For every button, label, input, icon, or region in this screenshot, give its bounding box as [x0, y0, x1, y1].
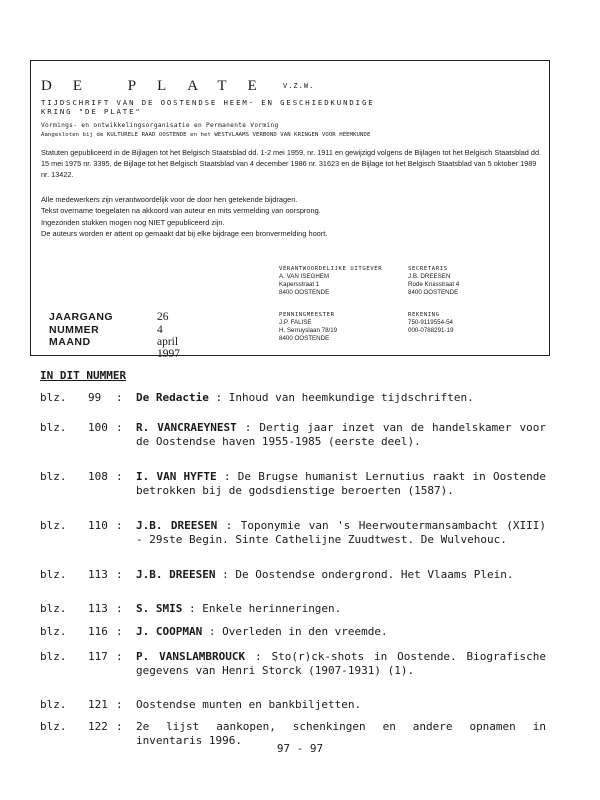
issue-label: JAARGANG	[49, 311, 114, 323]
responsibility-note: Tekst overname toegelaten na akkoord van auteur en mits vermelding van oorsprong.	[41, 206, 321, 216]
publisher-name: A. VAN ISEGHEM	[279, 273, 330, 280]
toc-title: : Sto(r)ck-shots in Oostende. Biografische gegevens van Henri Storck (1907-1931) (1).	[136, 650, 546, 677]
toc-author: J. COOPMAN	[136, 625, 203, 638]
responsibility-note: Ingezonden stukken mogen nog NIET gepubliceerd zijn.	[41, 217, 225, 227]
issue-value: 4	[157, 323, 163, 336]
issue-value: 26	[157, 311, 169, 323]
toc-page-label: blz.	[40, 421, 67, 434]
toc-page-label: blz.	[40, 568, 67, 581]
account-number-2: 000-0788291-19	[408, 327, 454, 334]
legal-form: V.Z.W.	[283, 82, 315, 90]
toc-page-number: 122	[88, 720, 108, 733]
toc-title: : Inhoud van heemkundige tijdschriften.	[208, 391, 474, 404]
toc-page-number: 117	[88, 650, 108, 663]
contents-title: IN DIT NUMMER	[40, 369, 127, 382]
publisher-block	[279, 265, 382, 297]
secretary-city: 8400 OOSTENDE	[408, 289, 459, 296]
toc-page-number: 110	[88, 519, 108, 532]
account-block	[408, 311, 453, 335]
toc-title: : Enkele herinneringen.	[182, 602, 342, 615]
publisher-street: Kapersstraat 1	[279, 281, 320, 288]
toc-description	[136, 519, 546, 547]
toc-page-label: blz.	[40, 602, 67, 615]
organisation-line: Vormings- en ontwikkelingsorganisatie en Permanente Vorming	[41, 122, 279, 129]
toc-author: P. VANSLAMBROUCK	[136, 650, 246, 663]
toc-page-number: 99	[88, 391, 102, 404]
toc-page-number: 121	[88, 698, 108, 711]
page-number: 97 - 97	[276, 742, 324, 755]
toc-page-label: blz.	[40, 470, 67, 483]
toc-page-label: blz.	[40, 625, 67, 638]
toc-page-number: 113	[88, 602, 108, 615]
treasurer-city: 8400 OOSTENDE	[279, 335, 330, 342]
responsibility-note: Alle medewerkers zijn verantwoordelijk voor de door hen getekende bijdragen.	[41, 195, 298, 204]
treasurer-name: J.P. FALISE	[279, 319, 312, 326]
issue-label: MAAND	[49, 336, 91, 348]
treasurer-role: PENNINGMEESTER	[279, 312, 335, 318]
toc-author: S. SMIS	[136, 602, 183, 615]
toc-description	[136, 568, 546, 582]
issue-value: april 1997	[157, 336, 180, 360]
publisher-role: VERANTWOORDELIJKE UITGEVER	[279, 266, 383, 272]
subtitle-line-2: KRING "DE PLATE"	[41, 107, 142, 116]
toc-author: R. VANCRAEYNEST	[136, 421, 237, 434]
toc-author: De Redactie	[136, 391, 209, 404]
account-number-1: 750-9119554-54	[408, 319, 453, 326]
toc-description	[136, 421, 546, 449]
toc-author: J.B. DREESEN	[136, 568, 216, 581]
toc-title: 2e lijst aankopen, schenkingen en andere opnamen in inventaris 1996.	[136, 720, 546, 747]
responsibility-notes	[41, 194, 546, 239]
secretary-street: Rode Kruisstraat 4	[408, 281, 460, 288]
toc-title: Oostendse munten en bankbiljetten.	[136, 698, 362, 711]
publisher-city: 8400 OOSTENDE	[279, 289, 330, 296]
toc-page-label: blz.	[40, 519, 67, 532]
responsibility-note: De auteurs worden er attent op gemaakt dat bij elke bijdrage een bronvermelding hoort.	[41, 228, 328, 238]
toc-description	[136, 698, 546, 712]
treasurer-street: H. Serruyslaan 78/19	[279, 327, 338, 334]
issue-label: NUMMER	[49, 323, 100, 336]
toc-description	[136, 470, 546, 498]
subtitle-line-1: TIJDSCHRIFT VAN DE OOSTENDSE HEEM- EN GESCHIEDKUNDIGE	[41, 98, 375, 107]
toc-page-label: blz.	[40, 391, 67, 404]
toc-title: : Toponymie van 's Heerwoutermansambacht (XIII) - 29ste Begin. Sinte Cathelijne Zuudtwest. De Wulvehouc.	[136, 519, 546, 546]
toc-description	[136, 602, 546, 616]
toc-page-number: 108	[88, 470, 108, 483]
toc-page-number: 116	[88, 625, 108, 638]
toc-page-number: 113	[88, 568, 108, 581]
toc-description	[136, 391, 546, 405]
toc-page-label: blz.	[40, 650, 67, 663]
toc-description	[136, 625, 546, 639]
treasurer-block	[279, 311, 337, 343]
secretary-role: SECRETARIS	[408, 266, 448, 272]
toc-author: I. VAN HYFTE	[136, 470, 217, 483]
toc-title: : De Oostendse ondergrond. Het Vlaams Plein.	[215, 568, 514, 581]
toc-page-number: 100	[88, 421, 108, 434]
statute-text: Statuten gepubliceerd in de Bijlagen tot het Belgisch Staatsblad dd. 1-2 mei 1959, nr. 1911 en gewijzigd volgens de Bijlagen tot het Belgisch Staatsblad dd. 15 mei 1975 nr. 3395, de Bijlage tot het Belgisch Staatsblad van 4 december 1986 nr. 31623 en de Bijlage tot het Belgisch Staatsblad van 5 oktober 1989 nr. 13422.	[41, 148, 542, 179]
journal-title: DE PLATE	[41, 78, 278, 94]
toc-title: : Dertig jaar inzet van de handelskamer voor de Oostendse haven 1955-1985 (eerste deel).	[136, 421, 547, 448]
affiliation-line: Aangesloten bij de KULTURELE RAAD OOSTENDE en het WESTVLAAMS VERBOND VAN KRINGEN VOOR HEEMKUNDE	[41, 132, 371, 138]
account-role: REKENING	[408, 312, 440, 318]
toc-page-label: blz.	[40, 720, 67, 733]
secretary-block	[408, 265, 459, 297]
toc-title: : Overleden in den vreemde.	[202, 625, 388, 638]
masthead-box	[30, 60, 550, 360]
toc-author: J.B. DREESEN	[136, 519, 218, 532]
secretary-name: J.B. DREESEN	[408, 273, 451, 280]
toc-page-label: blz.	[40, 698, 67, 711]
toc-title: : De Brugse humanist Lernutius raakt in Oostende betrokken bij de godsdienstige beroerten (1587).	[136, 470, 546, 497]
toc-description	[136, 650, 546, 678]
